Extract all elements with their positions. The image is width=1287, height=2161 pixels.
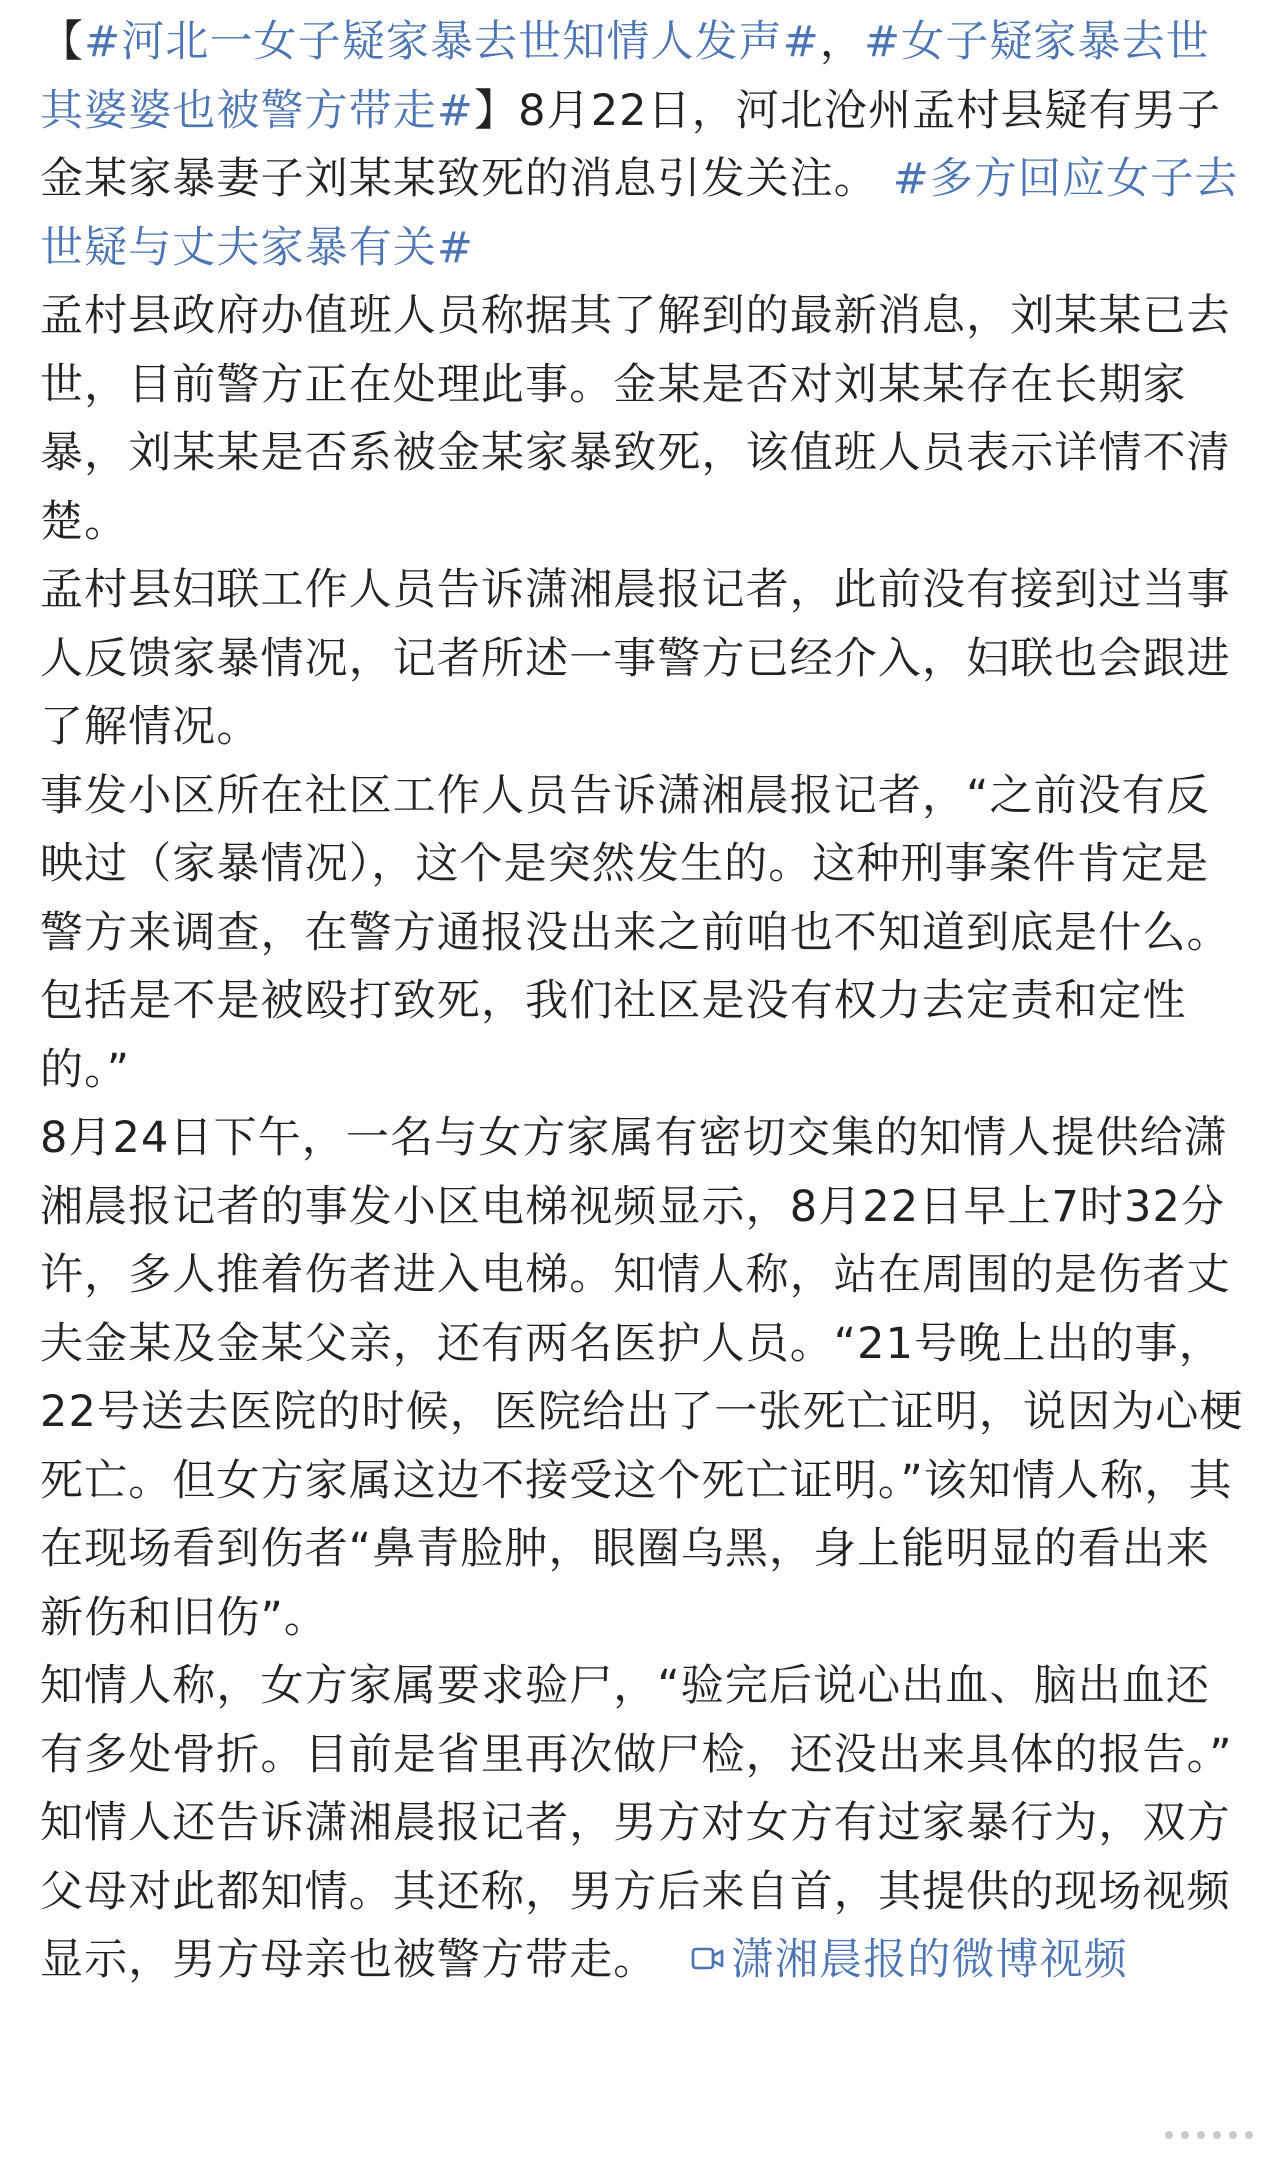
more-dots-icon[interactable] — [1157, 2121, 1267, 2151]
bottom-fade — [0, 2091, 1287, 2161]
video-link[interactable] — [687, 1935, 731, 1985]
video-camera-icon — [691, 1946, 725, 1972]
hashtag-link[interactable]: #多方回应女子去世疑与丈夫家暴有关# — [40, 154, 1239, 273]
paragraph: 知情人称，女方家属要求验尸，“验完后说心出血、脑出血还有多处骨折。目前是省里再次做尸检，还没出来具体的报告。” — [40, 1661, 1233, 1780]
hashtag-link[interactable]: #女子疑家暴去世其婆婆也被警方带走# — [40, 17, 1210, 136]
paragraph: 孟村县政府办值班人员称据其了解到的最新消息，刘某某已去世，目前警方正在处理此事。金某是否对刘某某存在长期家暴，刘某某是否系被金某家暴致死，该值班人员表示详情不清楚。 — [40, 291, 1231, 547]
separator: ， — [819, 17, 864, 67]
paragraph: 事发小区所在社区工作人员告诉潇湘晨报记者，“之前没有反映过（家暴情况），这个是突然发生的。这种刑事案件肯定是警方来调查，在警方通报没出来之前咱也不知道到底是什么。包括是不是被殴打致死，我们社区是没有权力去定责和定性的。” — [40, 770, 1231, 1095]
bracket-open: 【 — [40, 17, 85, 67]
paragraph: 孟村县妇联工作人员告诉潇湘晨报记者，此前没有接到过当事人反馈家暴情况，记者所述一事警方已经介入，妇联也会跟进了解情况。 — [40, 565, 1231, 752]
paragraph: 8月24日下午，一名与女方家属有密切交集的知情人提供给潇湘晨报记者的事发小区电梯视频显示，8月22日早上7时32分许，多人推着伤者进入电梯。知情人称，站在周围的是伤者丈夫金某及金某父亲，还有两名医护人员。“21号晚上出的事，22号送去医院的时候，医院给出了一张死亡证明，说因为心梗死亡。但女方家属这边不接受这个死亡证明。”该知情人称，其在现场看到伤者“鼻青脸肿，眼圈乌黑，身上能明显的看出来新伤和旧伤”。 — [40, 1113, 1244, 1643]
video-link-label[interactable]: 潇湘晨报的微博视频 — [730, 1935, 1128, 1985]
intro-text: 8月22日，河北沧州孟村县疑有男子金某家暴妻子刘某某致死的消息引发关注。 — [40, 85, 1221, 204]
hashtag-link[interactable]: #河北一女子疑家暴去世知情人发声# — [84, 17, 820, 67]
post-intro — [40, 8, 1252, 282]
post-body — [40, 8, 1252, 1995]
paragraph-text: 知情人还告诉潇湘晨报记者，男方对女方有过家暴行为，双方父母对此都知情。其还称，男方后来自首，其提供的现场视频显示，男方母亲也被警方带走。 — [40, 1798, 1231, 1985]
paragraph-last — [40, 1789, 1252, 1995]
bracket-close: 】 — [474, 85, 519, 136]
